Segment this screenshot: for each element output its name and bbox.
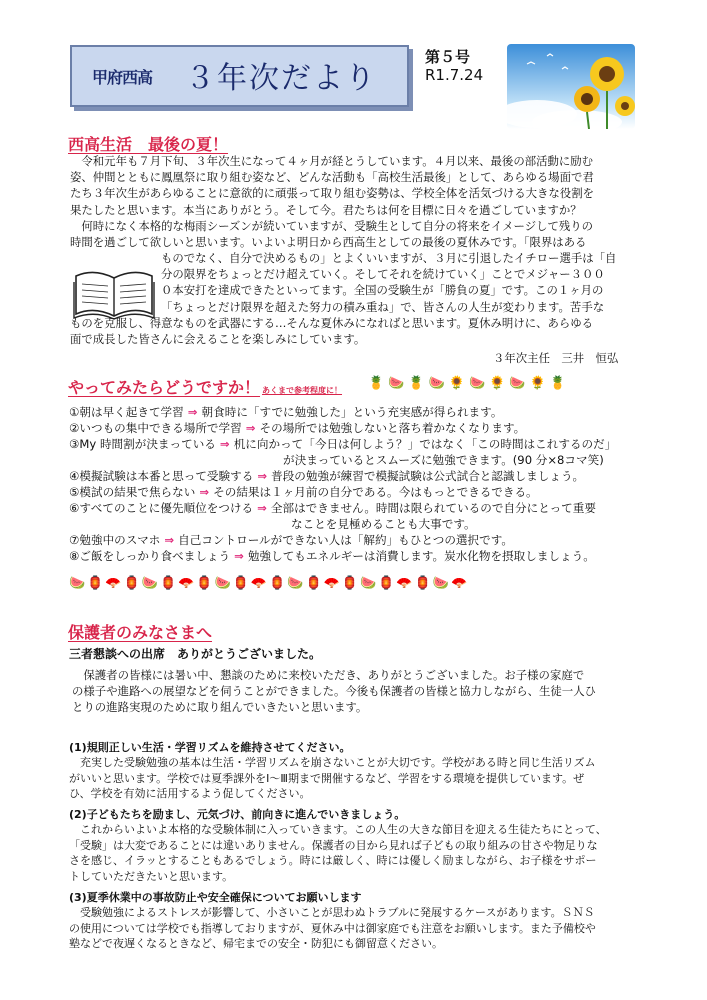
section2-note: あくまで参考程度に！ xyxy=(262,386,343,395)
arrow-icon: ⇒ xyxy=(183,405,202,419)
item-title: (1)規則正しい生活・学習リズムを維持させてください。 xyxy=(69,741,351,754)
issue-number: 第５号 xyxy=(425,48,471,66)
tip-action: ③My 時間割が決まっている xyxy=(69,437,216,451)
summer-decoration-icon: 🍍🍉🍍🍉🌻🍉🌻🍉🌻🍍 xyxy=(368,376,570,391)
page-title: ３年次だより xyxy=(185,61,377,96)
school-name: 甲府西高 xyxy=(92,68,153,87)
text-line: 「ちょっとだけ限界を超えた努力の積み重ね」で、皆さんの人生が変わります。苦手な xyxy=(161,299,605,314)
tip-action: ⑤模試の結果で焦らない xyxy=(69,485,196,499)
text-line: ０本安打を達成できたといってます。全国の受験生が「勝負の夏」です。この１ヶ月の xyxy=(161,283,604,298)
text-line: 保護者の皆様には暑い中、懇談のために来校いただき、ありがとうございました。お子様の家庭で xyxy=(72,668,585,682)
text-line: ものでなく、自分で決めるもの」とよくいいますが、３月に引退したイチロー選手は「自 xyxy=(161,251,617,265)
section1-body-end xyxy=(70,315,593,347)
list-item xyxy=(69,484,616,500)
issue-date: R1.7.24 xyxy=(425,66,484,84)
tip-action: ①朝は早く起きて学習 xyxy=(69,405,184,419)
tip-continuation: なことを見極めることも大事です。 xyxy=(291,517,476,531)
tip-result: その場所では勉強しないと落ち着かなくなります。 xyxy=(259,421,526,435)
text-line: さを感じ、イラッとすることもあるでしょう。時には厳しく、時には優しく励ましながら、お子様をサポー xyxy=(69,854,597,868)
text-line: 姿、仲間とともに鳳凰祭に取り組む姿など、どんな活動も「高校生活最後」として、あらゆる場面で君 xyxy=(70,170,594,185)
arrow-icon: ⇒ xyxy=(253,501,271,515)
text-line: とりの進路実現のために取り組んでいきたいと思います。 xyxy=(72,700,368,715)
tip-result: 机に向かって「今日は何しよう？」ではなく「この時間はこれするのだ」 xyxy=(233,437,617,451)
text-line: 時間を過ごして欲しいと思います。いよいよ明日から西高生としての最後の夏休みです。「限界はある xyxy=(70,235,587,250)
section1-heading: 西高生活 最後の夏！ xyxy=(68,135,229,154)
arrow-icon: ⇒ xyxy=(230,549,248,563)
text-line: 何時になく本格的な梅雨シーズンが続いていますが、受験生として自分の将来をイメージして残りの xyxy=(70,218,594,233)
text-line: ものを克服し、得意なものを武器にする…そんな夏休みになればと思います。夏休み明けに、あらゆる xyxy=(70,316,594,330)
item-3 xyxy=(69,889,596,952)
text-line: 「受験」は大変であることには違いありません。保護者の目から見れば子どもの取り組みの甘さや物足りな xyxy=(69,838,598,852)
text-line: これからいよいよ本格的な受験体制に入っていきます。この人生の大きな節目を迎える生徒たちにとって、 xyxy=(69,823,607,836)
section3-intro xyxy=(72,667,596,716)
section3-subheading: 三者懇談への出席 ありがとうございました。 xyxy=(69,647,322,661)
text-line: ひ、学校を有効に活用するよう促してください。 xyxy=(69,787,311,801)
text-line: 充実した受験勉強の基本は生活・学習リズムを崩さないことが大切です。学校がある時と同じ生活リズム xyxy=(69,756,596,769)
summer-decoration-icon: 🍉🏮🪭🏮🍉🏮🪭🏮🍉🏮🪭🏮🍉🏮🪭🏮🍉🏮🪭🏮🍉🪭 xyxy=(69,576,470,591)
section3-heading: 保護者のみなさまへ xyxy=(68,623,213,642)
tip-result: 勉強してもエネルギーは消費します。炭水化物を摂取しましょう。 xyxy=(247,549,595,563)
text-line: がいいと思います。学校では夏季課外をⅠ～Ⅲ期まで開催するなど、学習をする環境を提供しています。ぜ xyxy=(69,771,585,785)
item-title: (2)子どもたちを励まし、元気づけ、前向きに進んでいきましょう。 xyxy=(69,808,406,821)
list-item xyxy=(69,500,616,516)
tip-result: 全部はできません。時間は限られているので自分にとって重要 xyxy=(270,501,596,515)
book-icon xyxy=(72,264,156,320)
list-item xyxy=(69,532,616,548)
arrow-icon: ⇒ xyxy=(215,437,234,451)
section2-header xyxy=(68,375,342,398)
item-title: (3)夏季休業中の事故防止や安全確保についてお願いします xyxy=(69,891,362,904)
text-line: 塾などで夜遅くなるときなど、帰宅までの安全・防犯にも御留意ください。 xyxy=(69,937,443,951)
text-line: 令和元年も７月下旬、３年次生になって４ヶ月が経とうしています。４月以来、最後の部活動に励む xyxy=(70,154,594,168)
list-item xyxy=(69,404,616,420)
item-2 xyxy=(69,806,607,884)
arrow-icon: ⇒ xyxy=(241,421,260,435)
tip-result: 自己コントロールができない人は「解約」もひとつの選択です。 xyxy=(178,533,513,547)
text-line: トしていただきたいと思います。 xyxy=(69,869,234,883)
tip-action: ⑥すべてのことに優先順位をつける xyxy=(69,501,254,515)
section1-body-indented xyxy=(161,250,616,315)
text-line: の使用については学校でも指導しておりますが、夏休み中は御家庭でも注意をお願いします。また予備校や xyxy=(69,921,596,935)
tip-result: その結果は１ヶ月前の自分である。今はもっとできるできる。 xyxy=(213,485,538,499)
list-item xyxy=(69,468,616,484)
sunflower-icon xyxy=(507,44,635,129)
tip-action: ⑧ご飯をしっかり食べましょう xyxy=(69,549,231,563)
text-line: たち３年次生があらゆることに意欲的に頑張って取り組む姿勢は、学校全体を活気づける大きな役割を xyxy=(70,186,594,201)
item-1 xyxy=(69,739,596,802)
text-line: 面で成長した皆さんに会えることを楽しみにしています。 xyxy=(70,332,366,347)
arrow-icon: ⇒ xyxy=(160,533,179,547)
tips-list xyxy=(69,404,616,564)
list-item xyxy=(69,548,616,564)
tip-result: 朝食時に「すでに勉強した」という充実感が得られます。 xyxy=(201,405,503,419)
signature: ３年次主任 三井 恒弘 xyxy=(493,351,619,365)
tip-continuation: が決まっているとスムーズに勉強できます。(90 分×8コマ笑) xyxy=(283,453,604,467)
text-line: 分の限界をちょっとだけ超えていく。そしてそれを続けていく」ことでメジャー３００ xyxy=(161,267,605,282)
section2-heading: やってみたらどうですか！ xyxy=(68,378,261,397)
text-line: 果たしたと思います。本当にありがとう。そして今。君たちは何を目標に日々を過ごしていますか？ xyxy=(70,202,582,217)
arrow-icon: ⇒ xyxy=(253,469,272,483)
arrow-icon: ⇒ xyxy=(195,485,214,499)
tip-result: 普段の勉強が練習で模擬試験は公式試合と認識しましょう。 xyxy=(271,469,585,483)
tip-action: ⑦勉強中のスマホ xyxy=(69,533,161,547)
section1-body-top xyxy=(70,153,594,250)
tip-action: ②いつもの集中できる場所で学習 xyxy=(69,421,242,435)
text-line: の様子や進路への展望などを伺うことができました。今後も保護者の皆様と協力しながら、生徒一人ひ xyxy=(72,684,596,699)
title-box xyxy=(70,45,409,107)
list-item xyxy=(69,436,616,452)
tip-action: ④模擬試験は本番と思って受験する xyxy=(69,469,254,483)
text-line: 受験勉強によるストレスが影響して、小さいことが思わぬトラブルに発展するケースがあります。ＳＮＳ xyxy=(69,906,595,919)
list-item xyxy=(69,420,616,436)
